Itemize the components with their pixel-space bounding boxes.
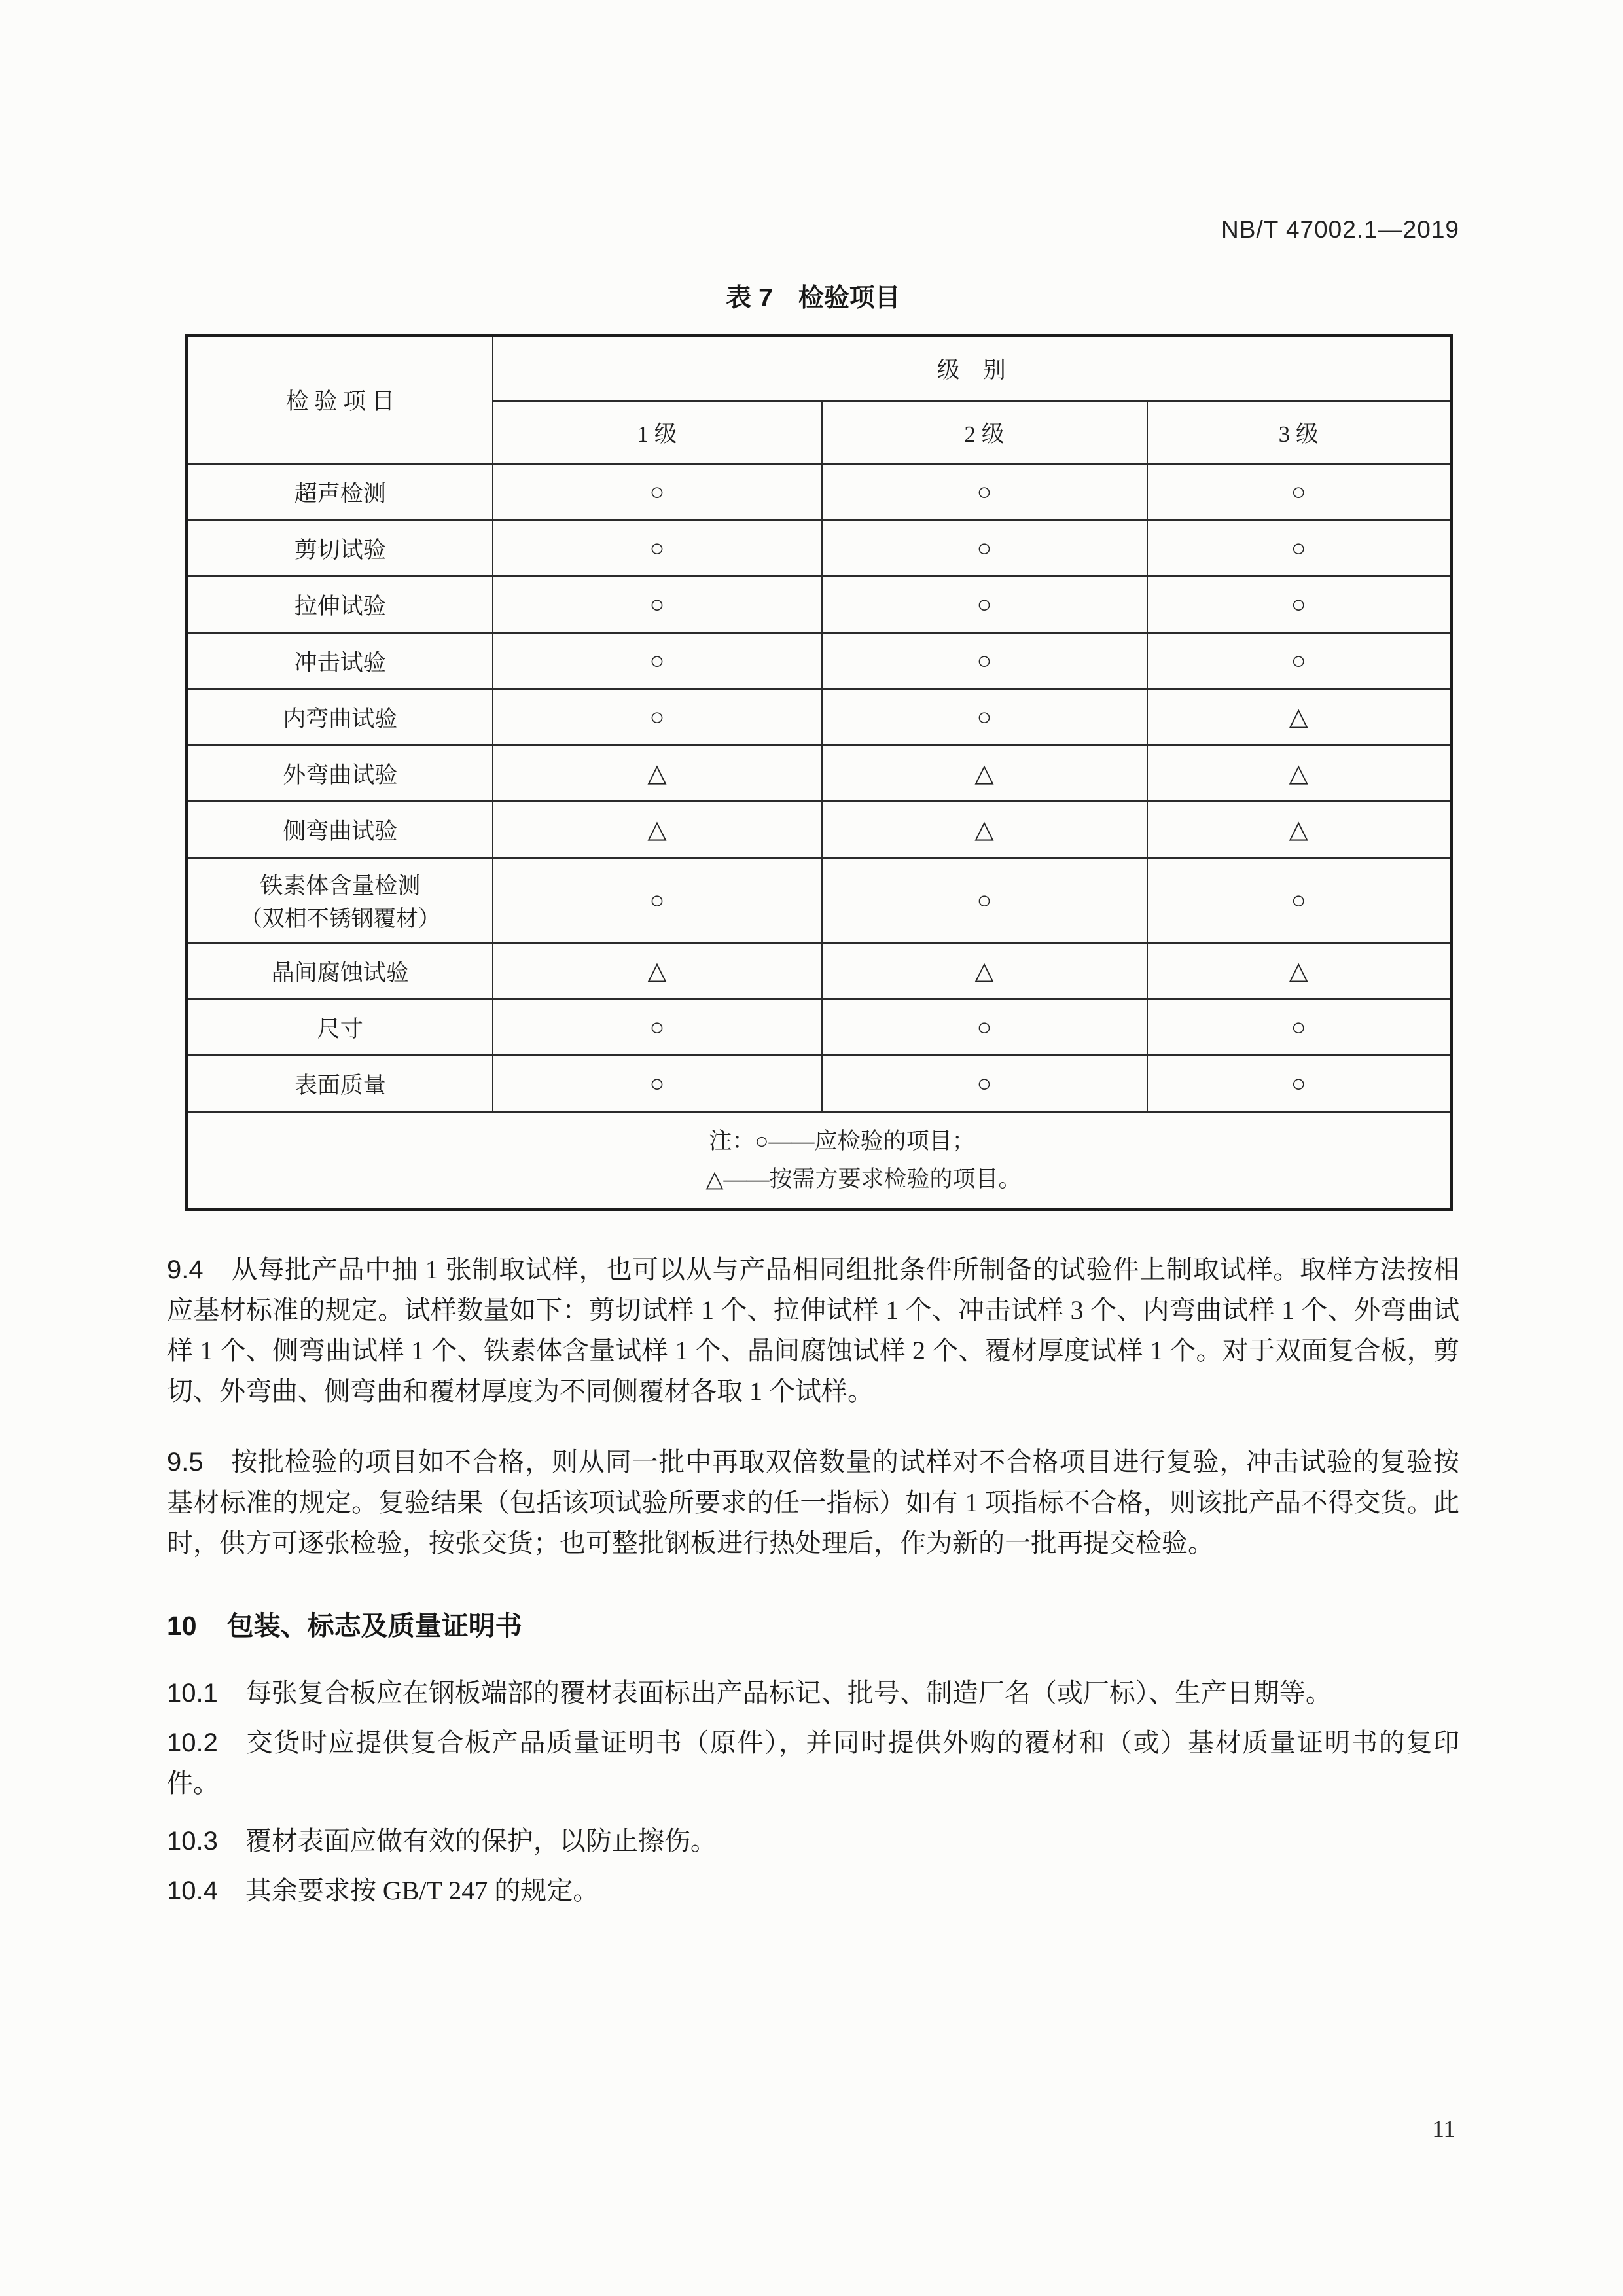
symbol-cell: ○ bbox=[822, 577, 1147, 633]
symbol-cell: ○ bbox=[493, 689, 822, 745]
symbol-cell: ○ bbox=[822, 999, 1147, 1056]
item-cell: 剪切试验 bbox=[187, 520, 493, 577]
table-row bbox=[187, 464, 1452, 520]
symbol-cell: △ bbox=[822, 745, 1147, 802]
item-cell: 晶间腐蚀试验 bbox=[187, 943, 493, 999]
section-number: 10.4 bbox=[167, 1876, 218, 1905]
table-row bbox=[187, 802, 1452, 858]
header-level-2: 2 级 bbox=[822, 401, 1147, 464]
symbol-cell: ○ bbox=[1147, 999, 1452, 1056]
section-number: 10.3 bbox=[167, 1827, 218, 1856]
header-level-3: 3 级 bbox=[1147, 401, 1452, 464]
page-number: 11 bbox=[1432, 2116, 1455, 2143]
paragraph-text: 覆材表面应做有效的保护，以防止擦伤。 bbox=[245, 1826, 717, 1856]
symbol-cell: ○ bbox=[822, 858, 1147, 943]
paragraph-10-3 bbox=[167, 1821, 1459, 1861]
paragraph-9-4 bbox=[167, 1249, 1459, 1412]
symbol-cell: ○ bbox=[493, 858, 822, 943]
item-cell bbox=[187, 858, 493, 943]
symbol-cell: △ bbox=[493, 943, 822, 999]
symbol-cell: ○ bbox=[1147, 858, 1452, 943]
symbol-cell: ○ bbox=[822, 1056, 1147, 1112]
inspection-items-table bbox=[185, 334, 1453, 1211]
symbol-cell: ○ bbox=[1147, 577, 1452, 633]
table-title: 表 7 检验项目 bbox=[726, 284, 901, 312]
symbol-cell: △ bbox=[1147, 943, 1452, 999]
symbol-cell: ○ bbox=[822, 689, 1147, 745]
symbol-cell: △ bbox=[822, 802, 1147, 858]
paragraph-text: 按批检验的项目如不合格，则从同一批中再取双倍数量的试样对不合格项目进行复验，冲击试验的复验按基材标准的规定。复验结果（包括该项试验所要求的任一指标）如有 1 项指标不合格，则该批产品不得交货。此时，供方可逐张检验，按张交货；也可整批钢板进行热处理后，作为新的一批再提交检验。 bbox=[167, 1447, 1459, 1558]
section-number: 9.5 bbox=[167, 1448, 204, 1477]
symbol-cell: ○ bbox=[1147, 520, 1452, 577]
symbol-cell: △ bbox=[1147, 802, 1452, 858]
paragraph-text: 每张复合板应在钢板端部的覆材表面标出产品标记、批号、制造厂名（或厂标）、生产日期等。 bbox=[245, 1678, 1332, 1708]
symbol-cell: △ bbox=[822, 943, 1147, 999]
item-cell: 侧弯曲试验 bbox=[187, 802, 493, 858]
paragraph-text: 交货时应提供复合板产品质量证明书（原件），并同时提供外购的覆材和（或）基材质量证明书的复印件。 bbox=[167, 1728, 1459, 1798]
section-number: 10.2 bbox=[167, 1729, 218, 1757]
item-cell: 外弯曲试验 bbox=[187, 745, 493, 802]
symbol-cell: ○ bbox=[822, 633, 1147, 689]
paragraph-10-1 bbox=[167, 1673, 1459, 1713]
table-row bbox=[187, 577, 1452, 633]
table-row bbox=[187, 633, 1452, 689]
symbol-cell: ○ bbox=[493, 1056, 822, 1112]
item-cell: 尺寸 bbox=[187, 999, 493, 1056]
item-cell: 表面质量 bbox=[187, 1056, 493, 1112]
standard-number-header: NB/T 47002.1—2019 bbox=[1221, 216, 1459, 243]
table-note-cell bbox=[187, 1112, 1452, 1210]
symbol-cell: ○ bbox=[1147, 1056, 1452, 1112]
item-line2: （双相不锈钢覆材） bbox=[240, 907, 440, 931]
table-row bbox=[187, 999, 1452, 1056]
header-item-column: 检 验 项 目 bbox=[187, 336, 493, 464]
paragraph-text: 从每批产品中抽 1 张制取试样，也可以从与产品相同组批条件所制备的试验件上制取试样。取样方法按相应基材标准的规定。试样数量如下：剪切试样 1 个、拉伸试样 1 个、冲击试样 3 个、内弯曲试样 1 个、外弯曲试样 1 个、侧弯曲试样 1 个、铁素体含量试样 1 个、晶间腐蚀试样 2 个、覆材厚度试样 1 个。对于双面复合板，剪切、外弯曲、侧弯曲和覆材厚度为不同侧覆材各取 1 个试样。 bbox=[167, 1255, 1459, 1406]
table-row bbox=[187, 858, 1452, 943]
note-line-triangle: △——按需方要求检验的项目。 bbox=[705, 1166, 1022, 1192]
paragraph-text: 其余要求按 GB/T 247 的规定。 bbox=[245, 1876, 599, 1905]
header-level-group: 级 别 bbox=[493, 336, 1452, 401]
symbol-cell: △ bbox=[1147, 745, 1452, 802]
section-number: 10.1 bbox=[167, 1679, 218, 1708]
table-row bbox=[187, 1056, 1452, 1112]
symbol-cell: ○ bbox=[822, 520, 1147, 577]
symbol-cell: ○ bbox=[1147, 464, 1452, 520]
paragraph-10-4 bbox=[167, 1871, 1459, 1911]
table-row bbox=[187, 520, 1452, 577]
symbol-cell: △ bbox=[493, 745, 822, 802]
section-number: 9.4 bbox=[167, 1255, 204, 1284]
item-cell: 拉伸试验 bbox=[187, 577, 493, 633]
item-cell: 内弯曲试验 bbox=[187, 689, 493, 745]
heading-text: 包装、标志及质量证明书 bbox=[226, 1611, 522, 1641]
table-header-row-1 bbox=[187, 336, 1452, 401]
table-row bbox=[187, 745, 1452, 802]
table-note-row bbox=[187, 1112, 1452, 1210]
symbol-cell: △ bbox=[493, 802, 822, 858]
table-row bbox=[187, 943, 1452, 999]
page-content bbox=[167, 216, 1459, 1911]
note-line-circle: 注：○——应检验的项目； bbox=[709, 1128, 975, 1154]
symbol-cell: ○ bbox=[493, 464, 822, 520]
symbol-cell: △ bbox=[1147, 689, 1452, 745]
item-line1: 铁素体含量检测 bbox=[260, 873, 421, 899]
paragraph-9-5 bbox=[167, 1442, 1459, 1564]
paragraph-10-2 bbox=[167, 1723, 1459, 1804]
header-level-1: 1 级 bbox=[493, 401, 822, 464]
section-number: 10 bbox=[167, 1611, 197, 1641]
item-cell: 超声检测 bbox=[187, 464, 493, 520]
symbol-cell: ○ bbox=[493, 520, 822, 577]
symbol-cell: ○ bbox=[1147, 633, 1452, 689]
symbol-cell: ○ bbox=[822, 464, 1147, 520]
symbol-cell: ○ bbox=[493, 999, 822, 1056]
table-row bbox=[187, 689, 1452, 745]
section-10-heading bbox=[167, 1604, 1459, 1643]
symbol-cell: ○ bbox=[493, 633, 822, 689]
item-cell: 冲击试验 bbox=[187, 633, 493, 689]
symbol-cell: ○ bbox=[493, 577, 822, 633]
